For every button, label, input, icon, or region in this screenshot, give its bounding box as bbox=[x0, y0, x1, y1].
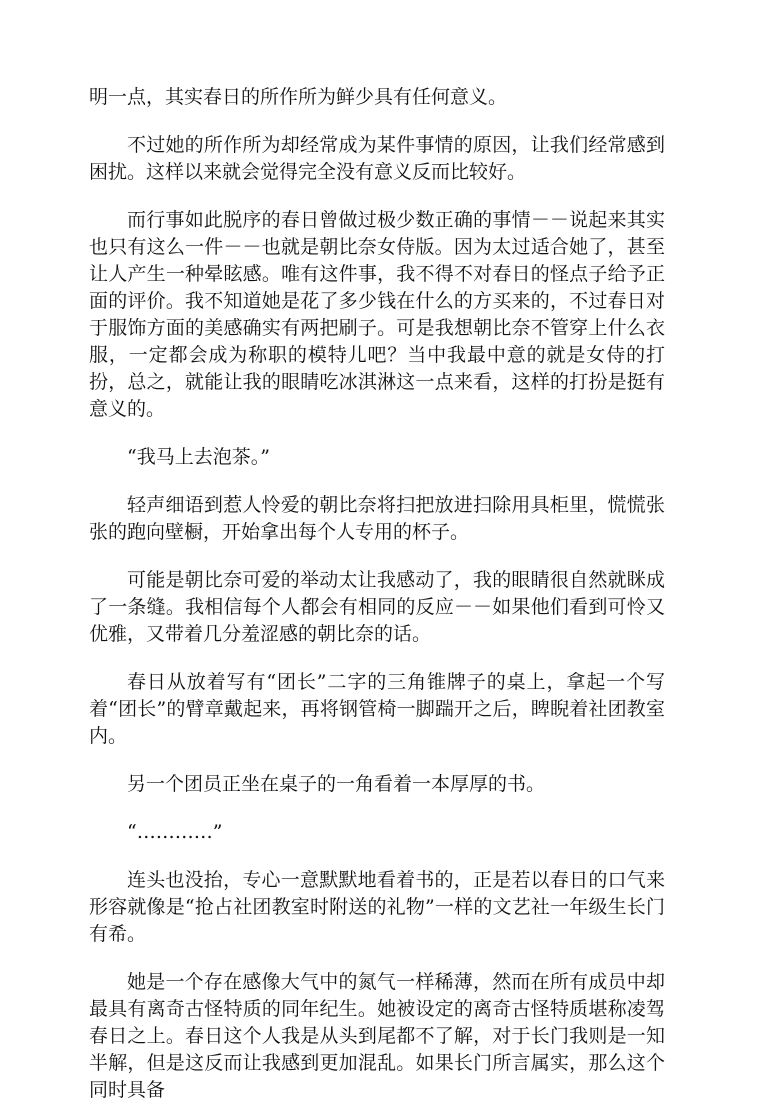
paragraph: 她是一个存在感像大气中的氮气一样稀薄，然而在所有成员中却最具有离奇古怪特质的同年纪生。她被设定的离奇古怪特质堪称凌驾春日之上。春日这个人我是从头到尾都不了解，对于长门我则是一知半解，但是这反而让我感到更加混乱。如果长门所言属实，那么这个同时具备 bbox=[89, 971, 665, 1101]
paragraph: 春日从放着写有“团长”二字的三角锥牌子的桌上，拿起一个写着“团长”的臂章戴起来，再将钢管椅一脚踹开之后，睥睨着社团教室内。 bbox=[89, 671, 665, 747]
dialogue-line: “我马上去泡茶。” bbox=[127, 446, 270, 468]
paragraph: 另一个团员正坐在桌子的一角看着一本厚厚的书。 bbox=[127, 773, 546, 795]
paragraph: 而行事如此脱序的春日曾做过极少数正确的事情－－说起来其实也只有这么一件－－也就是朝比奈女侍版。因为太过适合她了，甚至让人产生一种晕眩感。唯有这件事，我不得不对春日的怪点子给予正面的评价。我不知道她是花了多少钱在什么的方买来的，不过春日对于服饰方面的美感确实有两把刷子。可是我想朝比奈不管穿上什么衣服，一定都会成为称职的模特儿吧？当中我最中意的就是女侍的打扮，总之，就能让我的眼睛吃冰淇淋这一点来看，这样的打扮是挺有意义的。 bbox=[89, 209, 665, 420]
paragraph: 连头也没抬，专心一意默默地看着书的，正是若以春日的口气来形容就像是“抢占社团教室时附送的礼物”一样的文艺社一年级生长门有希。 bbox=[89, 869, 665, 945]
dialogue-line: “…………” bbox=[127, 821, 223, 843]
paragraph-continuation: 明一点，其实春日的所作所为鲜少具有任何意义。 bbox=[89, 86, 508, 108]
paragraph: 轻声细语到惹人怜爱的朝比奈将扫把放进扫除用具柜里，慌慌张张的跑向壁橱，开始拿出每个人专用的杯子。 bbox=[89, 494, 665, 543]
paragraph: 可能是朝比奈可爱的举动太让我感动了，我的眼睛很自然就眯成了一条缝。我相信每个人都会有相同的反应－－如果他们看到可怜又优雅，又带着几分羞涩感的朝比奈的话。 bbox=[89, 569, 665, 645]
paragraph: 不过她的所作所为却经常成为某件事情的原因，让我们经常感到困扰。这样以来就会觉得完全没有意义反而比较好。 bbox=[89, 134, 665, 183]
